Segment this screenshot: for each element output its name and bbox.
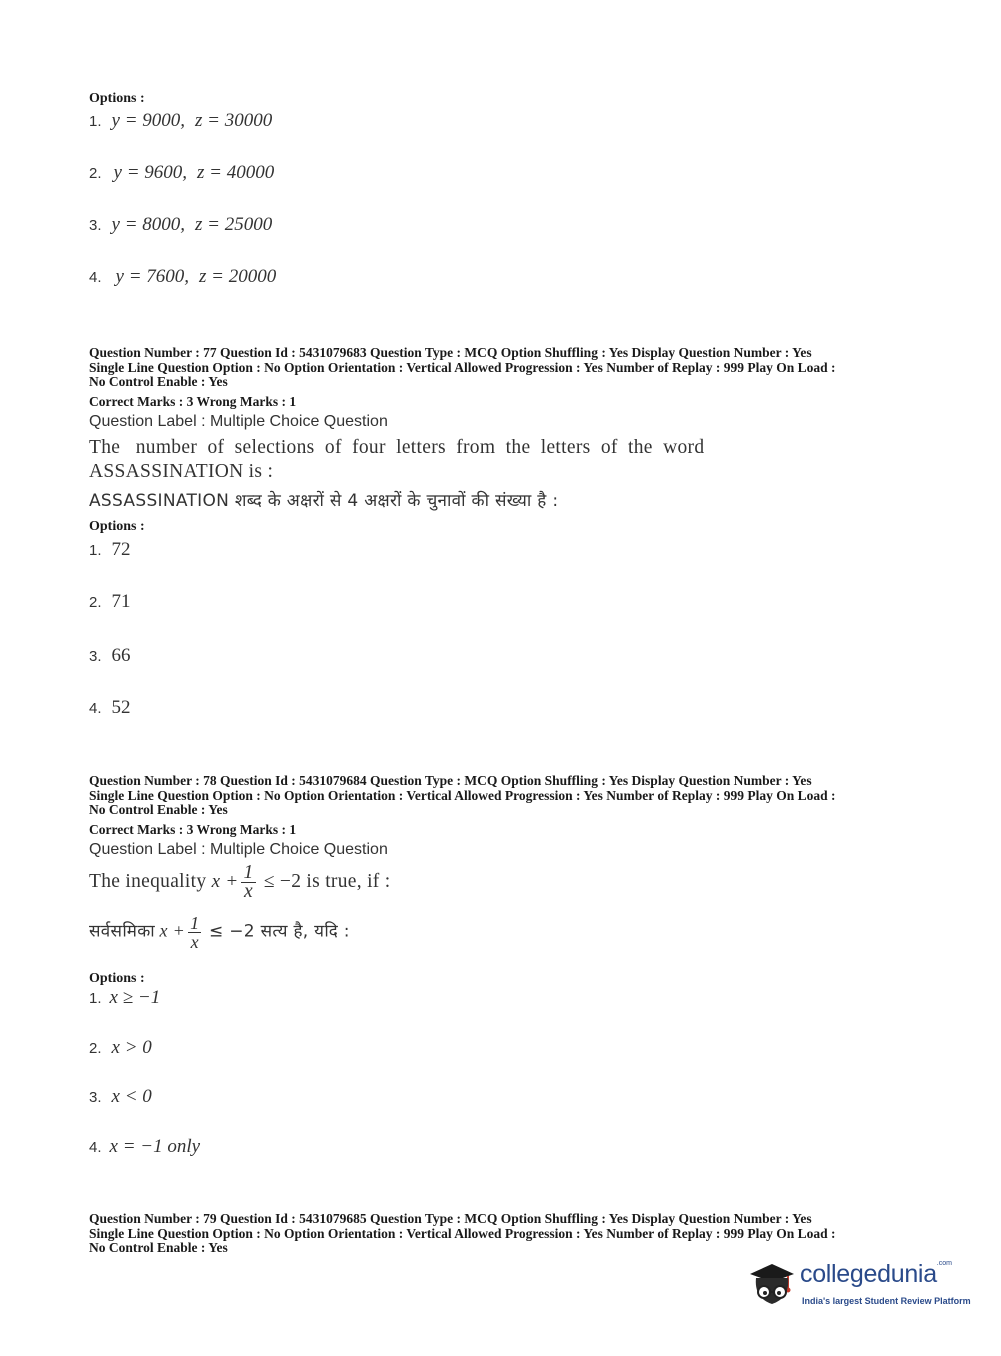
option-number: 1.: [89, 113, 102, 130]
q78-expr-x-hi: x +: [159, 920, 186, 941]
q77-option-1[interactable]: [89, 539, 131, 561]
option-number: 2.: [89, 594, 102, 611]
q78-fraction: [241, 864, 255, 901]
option-z-value: z = 30000: [195, 110, 273, 131]
q77-meta-line-1: Question Number : 77 Question Id : 5431079683 Question Type : MCQ Option Shuffling : Yes Display Question Number : Yes: [89, 345, 812, 360]
q76-option-3[interactable]: [89, 214, 272, 236]
q77-meta-line-3: No Control Enable : Yes: [89, 374, 228, 389]
option-value: 71: [111, 591, 131, 612]
fraction-denominator: x: [244, 881, 253, 902]
option-value: 52: [111, 697, 131, 718]
option-z-value: z = 40000: [197, 162, 275, 183]
option-number: 3.: [89, 648, 102, 665]
q77-text-english-line-1: The number of selections of four letters from the letters of the word: [89, 437, 705, 458]
q76-options-title: Options :: [89, 91, 145, 106]
option-number: 1.: [89, 542, 102, 559]
q78-meta-line-1: Question Number : 78 Question Id : 5431079684 Question Type : MCQ Option Shuffling : Yes Display Question Number : Yes: [89, 773, 812, 788]
q78-option-4[interactable]: [89, 1136, 200, 1158]
fraction-numerator: 1: [190, 913, 200, 933]
option-y-value: y = 9000,: [111, 110, 186, 131]
q78-expr-x: x +: [211, 870, 239, 892]
logo-tld: .com: [936, 1260, 952, 1267]
collegedunia-logo[interactable]: [742, 1250, 972, 1320]
option-number: 2.: [89, 1040, 102, 1057]
q77-option-2[interactable]: [89, 591, 131, 613]
q78-en-suffix: ≤ −2 is true, if :: [263, 870, 391, 892]
q78-text-hindi: [89, 914, 350, 951]
option-y-value: y = 7600,: [115, 266, 190, 287]
q78-option-3[interactable]: [89, 1086, 152, 1108]
option-number: 3.: [89, 1089, 102, 1106]
q78-hi-suffix: ≤ −2 सत्य है, यदि :: [208, 921, 350, 942]
q78-fraction-hi: [188, 914, 201, 951]
option-y-value: y = 9600,: [113, 162, 188, 183]
q78-text-english: [89, 864, 390, 901]
q79-meta-line-3: No Control Enable : Yes: [89, 1240, 228, 1255]
q78-option-2[interactable]: [89, 1037, 152, 1059]
q78-options-title: Options :: [89, 971, 145, 986]
q78-meta-line-3: No Control Enable : Yes: [89, 802, 228, 817]
logo-name: collegedunia: [800, 1260, 937, 1288]
option-value: 66: [111, 645, 131, 666]
q77-text-hindi: ASSASSINATION शब्द के अक्षरों से 4 अक्षरों के चुनावों की संख्या है :: [89, 491, 559, 511]
q78-option-1[interactable]: [89, 987, 160, 1009]
option-value: 72: [111, 539, 131, 560]
q77-marks: Correct Marks : 3 Wrong Marks : 1: [89, 394, 297, 409]
logo-tagline: India's largest Student Review Platform: [802, 1296, 971, 1306]
option-number: 4.: [89, 1139, 102, 1156]
q76-option-2[interactable]: [89, 162, 274, 184]
q76-option-1[interactable]: [89, 110, 272, 132]
option-value: x > 0: [111, 1037, 152, 1058]
option-y-value: y = 8000,: [111, 214, 186, 235]
q77-question-label: Question Label : Multiple Choice Question: [89, 413, 388, 430]
option-value: x ≥ −1: [109, 987, 161, 1008]
option-z-value: z = 25000: [195, 214, 273, 235]
q78-en-prefix: The inequality: [89, 870, 207, 892]
option-value: x < 0: [111, 1086, 152, 1107]
fraction-denominator: x: [190, 932, 199, 952]
fraction-numerator: 1: [243, 862, 254, 883]
q77-option-4[interactable]: [89, 697, 131, 719]
option-number: 4.: [89, 269, 102, 286]
logo-wordmark: [800, 1260, 952, 1289]
q78-hi-prefix: सर्वसमिका: [89, 921, 155, 942]
option-number: 2.: [89, 165, 102, 182]
option-number: 3.: [89, 217, 102, 234]
q78-meta-line-2: Single Line Question Option : No Option Orientation : Vertical Allowed Progression : Yes Number of Replay : 999 Play On Load :: [89, 788, 836, 803]
option-number: 1.: [89, 990, 102, 1007]
q77-meta-line-2: Single Line Question Option : No Option Orientation : Vertical Allowed Progression : Yes Number of Replay : 999 Play On Load :: [89, 360, 836, 375]
q77-options-title: Options :: [89, 519, 145, 534]
mascot-icon: [742, 1250, 802, 1312]
q77-option-3[interactable]: [89, 645, 131, 667]
q78-question-label: Question Label : Multiple Choice Question: [89, 841, 388, 858]
q78-marks: Correct Marks : 3 Wrong Marks : 1: [89, 822, 297, 837]
option-value: x = −1 only: [109, 1136, 201, 1157]
option-z-value: z = 20000: [199, 266, 277, 287]
q79-meta-line-2: Single Line Question Option : No Option Orientation : Vertical Allowed Progression : Yes Number of Replay : 999 Play On Load :: [89, 1226, 836, 1241]
q79-meta-line-1: Question Number : 79 Question Id : 5431079685 Question Type : MCQ Option Shuffling : Yes Display Question Number : Yes: [89, 1211, 812, 1226]
q77-text-english-line-2: ASSASSINATION is :: [89, 461, 274, 482]
q76-option-4[interactable]: [89, 266, 276, 288]
option-number: 4.: [89, 700, 102, 717]
